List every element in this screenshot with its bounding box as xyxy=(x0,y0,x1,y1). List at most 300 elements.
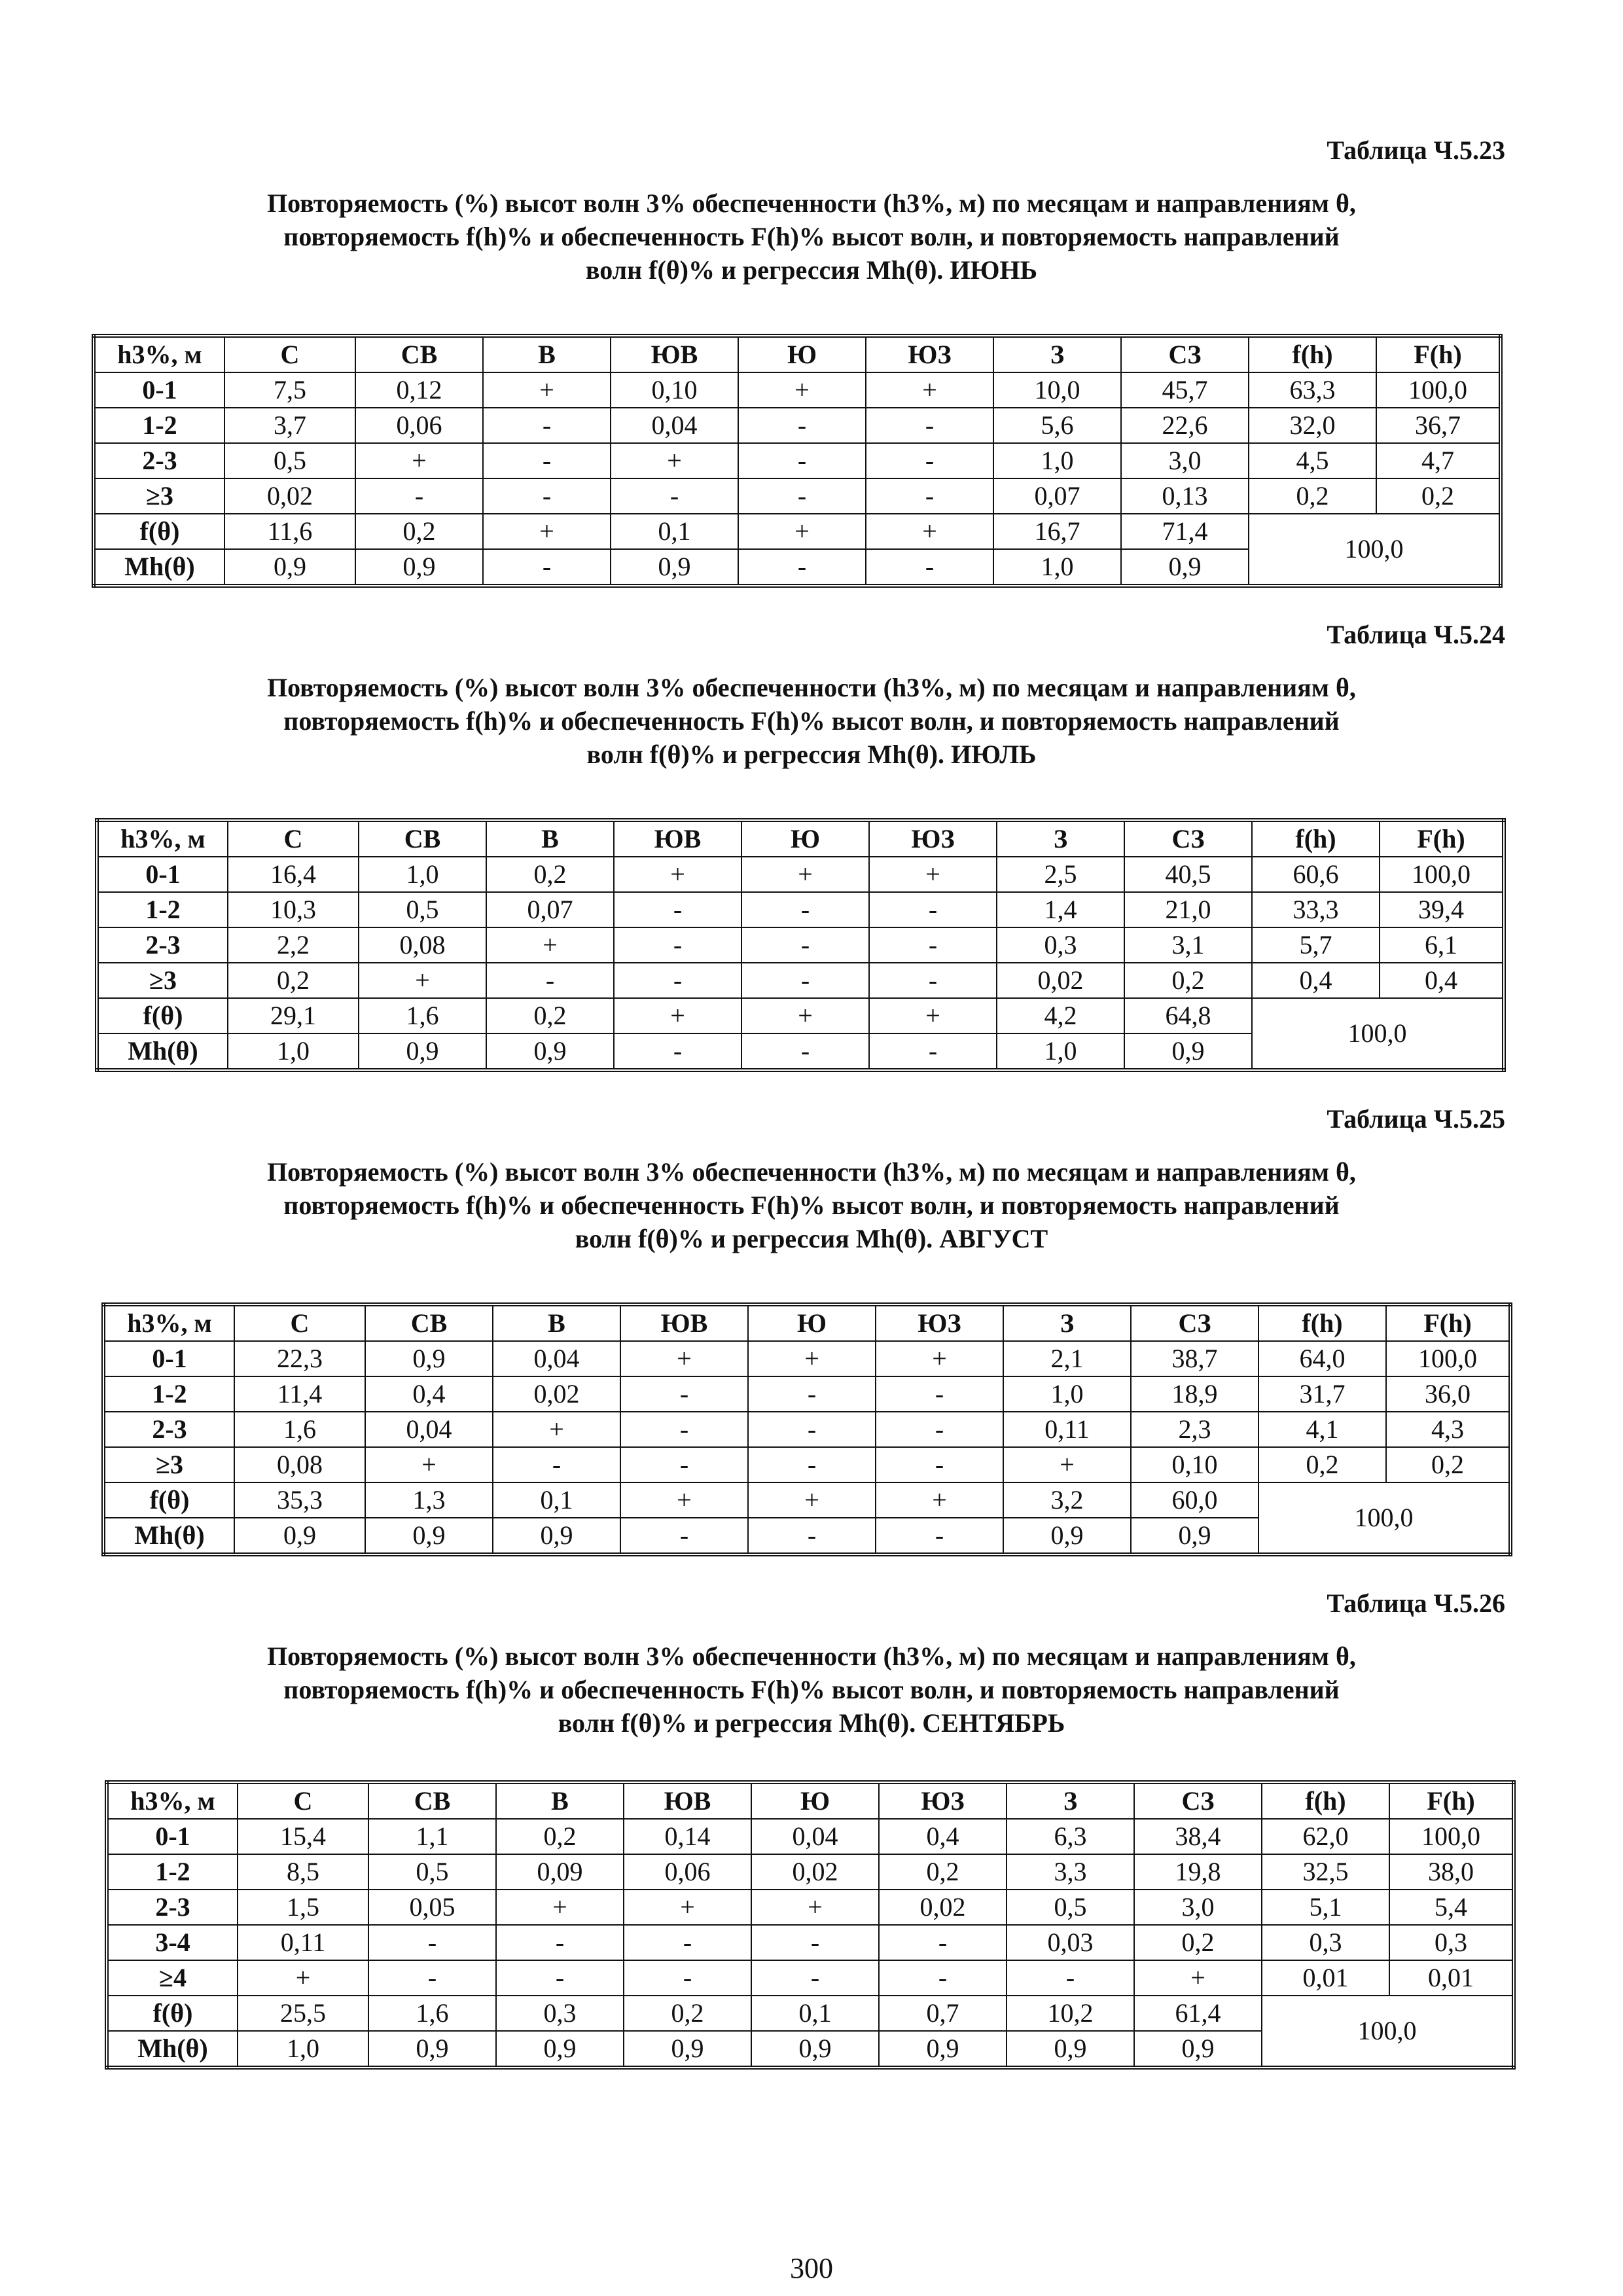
table-cell: 0,5 xyxy=(224,443,355,478)
table-cell: + xyxy=(483,514,611,549)
header-cell: СЗ xyxy=(1131,1304,1258,1341)
table-cell: 4,2 xyxy=(997,998,1124,1033)
table-cell: 10,3 xyxy=(228,892,359,927)
header-cell: Ю xyxy=(738,336,866,372)
header-cell: СВ xyxy=(359,820,486,857)
header-cell: Ю xyxy=(741,820,869,857)
table-cell: 0,2 xyxy=(1386,1447,1510,1482)
table-cell: 0,14 xyxy=(624,1819,751,1854)
table-caption: Таблица Ч.5.23 xyxy=(1327,135,1505,165)
table-cell: 64,0 xyxy=(1258,1341,1386,1376)
table-cell: + xyxy=(738,514,866,549)
table-row xyxy=(103,1376,1510,1412)
header-cell: СВ xyxy=(355,336,483,372)
table-caption: Таблица Ч.5.26 xyxy=(1327,1588,1505,1618)
table-cell: 0,9 xyxy=(1134,2031,1262,2068)
table-cell: 0,9 xyxy=(486,1033,614,1070)
table-cell: - xyxy=(876,1518,1003,1554)
table-cell: - xyxy=(866,549,993,586)
table-cell: - xyxy=(751,1925,879,1960)
table-cell: 0,2 xyxy=(1134,1925,1262,1960)
table-cell: 1,0 xyxy=(359,857,486,892)
table-cell: - xyxy=(614,927,741,963)
title-line: волн f(θ)% и регрессия Mh(θ). АВГУСТ xyxy=(575,1224,1048,1253)
table-cell: - xyxy=(483,549,611,586)
table-cell: - xyxy=(751,1960,879,1996)
table-cell: 0,9 xyxy=(234,1518,365,1554)
table-cell: + xyxy=(741,998,869,1033)
header-cell: ЮВ xyxy=(611,336,738,372)
table-cell: - xyxy=(748,1376,876,1412)
table-row xyxy=(97,927,1504,963)
row-header-cell: 3-4 xyxy=(107,1925,238,1960)
table-cell: 0,12 xyxy=(355,372,483,408)
table-cell: + xyxy=(751,1890,879,1925)
table-cell: 0,9 xyxy=(493,1518,620,1554)
table-cell: - xyxy=(879,1925,1007,1960)
table-title xyxy=(124,1155,1499,1255)
table-cell: 1,0 xyxy=(238,2031,368,2068)
table-cell: - xyxy=(738,478,866,514)
table-cell: 0,07 xyxy=(993,478,1121,514)
title-line: Повторяемость (%) высот волн 3% обеспеченности (h3%, м) по месяцам и направлениям θ, xyxy=(267,188,1356,218)
table-cell: 0,9 xyxy=(355,549,483,586)
table-cell: - xyxy=(741,1033,869,1070)
table-cell: 0,2 xyxy=(1124,963,1252,998)
table-cell: 31,7 xyxy=(1258,1376,1386,1412)
title-line: волн f(θ)% и регрессия Mh(θ). ИЮНЬ xyxy=(585,255,1038,285)
table-cell: 11,4 xyxy=(234,1376,365,1412)
table-cell: 0,1 xyxy=(751,1996,879,2031)
row-header-cell: ≥3 xyxy=(103,1447,234,1482)
table-cell: 21,0 xyxy=(1124,892,1252,927)
header-cell: СЗ xyxy=(1134,1782,1262,1819)
header-cell: В xyxy=(486,820,614,857)
total-cell: 100,0 xyxy=(1262,1996,1514,2068)
table-cell: 0,08 xyxy=(234,1447,365,1482)
table-cell: 0,10 xyxy=(1131,1447,1258,1482)
title-line: повторяемость f(h)% и обеспеченность F(h)% высот волн, и повторяемость направлений xyxy=(283,1675,1340,1704)
table-cell: + xyxy=(876,1341,1003,1376)
title-line: Повторяемость (%) высот волн 3% обеспеченности (h3%, м) по месяцам и направлениям θ, xyxy=(267,673,1356,702)
header-cell: ЮЗ xyxy=(866,336,993,372)
table-cell: 0,9 xyxy=(624,2031,751,2068)
table-cell: + xyxy=(866,372,993,408)
table-cell: + xyxy=(614,857,741,892)
table-cell: 29,1 xyxy=(228,998,359,1033)
table-cell: 10,2 xyxy=(1007,1996,1134,2031)
row-header-cell: Mh(θ) xyxy=(103,1518,234,1554)
table-cell: 8,5 xyxy=(238,1854,368,1890)
header-cell: ЮВ xyxy=(620,1304,748,1341)
table-cell: 0,9 xyxy=(359,1033,486,1070)
table-cell: 0,2 xyxy=(496,1819,624,1854)
total-cell: 100,0 xyxy=(1258,1482,1510,1554)
table-cell: 22,6 xyxy=(1121,408,1249,443)
table-row xyxy=(103,1447,1510,1482)
table-cell: 1,5 xyxy=(238,1890,368,1925)
title-line: Повторяемость (%) высот волн 3% обеспеченности (h3%, м) по месяцам и направлениям θ, xyxy=(267,1641,1356,1671)
table-cell: 25,5 xyxy=(238,1996,368,2031)
header-cell: f(h) xyxy=(1249,336,1376,372)
table-cell: 16,4 xyxy=(228,857,359,892)
table-cell: - xyxy=(620,1412,748,1447)
table-cell: + xyxy=(876,1482,1003,1518)
table-cell: 36,0 xyxy=(1386,1376,1510,1412)
table-cell: 0,02 xyxy=(997,963,1124,998)
table-cell: 0,2 xyxy=(228,963,359,998)
table-cell: 0,4 xyxy=(365,1376,493,1412)
table-cell: 2,3 xyxy=(1131,1412,1258,1447)
wave-table xyxy=(101,1302,1512,1556)
table-cell: - xyxy=(741,963,869,998)
table-cell: 1,0 xyxy=(993,443,1121,478)
table-row xyxy=(94,443,1501,478)
table-cell: - xyxy=(876,1412,1003,1447)
table-cell: 1,4 xyxy=(997,892,1124,927)
table-cell: 0,1 xyxy=(611,514,738,549)
title-line: Повторяемость (%) высот волн 3% обеспеченности (h3%, м) по месяцам и направлениям θ, xyxy=(267,1157,1356,1187)
table-cell: 0,9 xyxy=(879,2031,1007,2068)
table-cell: 0,04 xyxy=(365,1412,493,1447)
table-cell: 32,0 xyxy=(1249,408,1376,443)
table-cell: 4,7 xyxy=(1376,443,1501,478)
row-header-cell: 2-3 xyxy=(107,1890,238,1925)
title-line: волн f(θ)% и регрессия Mh(θ). ИЮЛЬ xyxy=(586,740,1037,769)
table-cell: 0,05 xyxy=(368,1890,496,1925)
table-cell: 6,3 xyxy=(1007,1819,1134,1854)
table-cell: 0,09 xyxy=(496,1854,624,1890)
table-cell: 0,11 xyxy=(238,1925,368,1960)
table-cell: 2,5 xyxy=(997,857,1124,892)
table-cell: - xyxy=(614,892,741,927)
table-cell: + xyxy=(614,998,741,1033)
table-cell: 0,9 xyxy=(368,2031,496,2068)
table-cell: 45,7 xyxy=(1121,372,1249,408)
table-cell: - xyxy=(483,443,611,478)
table-cell: 0,9 xyxy=(1124,1033,1252,1070)
table-cell: 38,4 xyxy=(1134,1819,1262,1854)
header-cell: В xyxy=(483,336,611,372)
header-cell: h3%, м xyxy=(97,820,228,857)
table-cell: - xyxy=(741,892,869,927)
table-cell: 11,6 xyxy=(224,514,355,549)
header-cell: h3%, м xyxy=(103,1304,234,1341)
table-cell: - xyxy=(624,1925,751,1960)
table-cell: 1,0 xyxy=(1003,1376,1131,1412)
table-cell: + xyxy=(620,1482,748,1518)
table-cell: 0,13 xyxy=(1121,478,1249,514)
f-theta-row xyxy=(97,998,1504,1033)
table-cell: 0,07 xyxy=(486,892,614,927)
header-cell: ЮВ xyxy=(624,1782,751,1819)
table-cell: 39,4 xyxy=(1380,892,1504,927)
table-row xyxy=(94,372,1501,408)
table-cell: 0,5 xyxy=(1007,1890,1134,1925)
table-cell: + xyxy=(624,1890,751,1925)
table-cell: - xyxy=(493,1447,620,1482)
header-cell: З xyxy=(993,336,1121,372)
table-cell: 1,6 xyxy=(359,998,486,1033)
header-cell: С xyxy=(234,1304,365,1341)
table-cell: - xyxy=(876,1447,1003,1482)
table-cell: + xyxy=(486,927,614,963)
table-caption: Таблица Ч.5.24 xyxy=(1327,620,1505,649)
table-row xyxy=(94,408,1501,443)
row-header-cell: Mh(θ) xyxy=(94,549,224,586)
table-row xyxy=(97,963,1504,998)
table-cell: + xyxy=(748,1341,876,1376)
table-row xyxy=(97,892,1504,927)
table-cell: 15,4 xyxy=(238,1819,368,1854)
table-cell: + xyxy=(748,1482,876,1518)
table-cell: - xyxy=(620,1518,748,1554)
table-cell: 38,0 xyxy=(1389,1854,1514,1890)
f-theta-row xyxy=(107,1996,1514,2031)
table-row xyxy=(103,1341,1510,1376)
table-cell: 5,6 xyxy=(993,408,1121,443)
table-cell: + xyxy=(738,372,866,408)
row-header-cell: 0-1 xyxy=(97,857,228,892)
table-cell: - xyxy=(738,549,866,586)
total-cell: 100,0 xyxy=(1252,998,1504,1070)
table-cell: 3,7 xyxy=(224,408,355,443)
table-header-row xyxy=(97,820,1504,857)
table-cell: 18,9 xyxy=(1131,1376,1258,1412)
header-cell: СЗ xyxy=(1121,336,1249,372)
table-cell: - xyxy=(614,963,741,998)
table-cell: 1,3 xyxy=(365,1482,493,1518)
table-cell: 0,9 xyxy=(1121,549,1249,586)
header-cell: h3%, м xyxy=(94,336,224,372)
page-number: 300 xyxy=(790,2252,833,2284)
table-cell: - xyxy=(876,1376,1003,1412)
table-cell: - xyxy=(869,1033,997,1070)
table-cell: 38,7 xyxy=(1131,1341,1258,1376)
table-cell: 0,2 xyxy=(1249,478,1376,514)
table-cell: - xyxy=(614,1033,741,1070)
row-header-cell: 1-2 xyxy=(103,1376,234,1412)
table-cell: - xyxy=(496,1960,624,1996)
table-title xyxy=(124,187,1499,287)
table-title xyxy=(124,1640,1499,1740)
table-cell: - xyxy=(879,1960,1007,1996)
table-cell: - xyxy=(620,1447,748,1482)
table-row xyxy=(107,1925,1514,1960)
header-cell: СВ xyxy=(365,1304,493,1341)
table-cell: 62,0 xyxy=(1262,1819,1389,1854)
table-cell: 16,7 xyxy=(993,514,1121,549)
row-header-cell: ≥3 xyxy=(94,478,224,514)
table-cell: 10,0 xyxy=(993,372,1121,408)
title-line: волн f(θ)% и регрессия Mh(θ). СЕНТЯБРЬ xyxy=(558,1708,1065,1738)
table-cell: - xyxy=(866,478,993,514)
table-cell: 100,0 xyxy=(1386,1341,1510,1376)
table-cell: 0,5 xyxy=(368,1854,496,1890)
f-theta-row xyxy=(94,514,1501,549)
title-line: повторяемость f(h)% и обеспеченность F(h)% высот волн, и повторяемость направлений xyxy=(283,222,1340,251)
table-cell: 61,4 xyxy=(1134,1996,1262,2031)
table-cell: 1,1 xyxy=(368,1819,496,1854)
table-row xyxy=(97,857,1504,892)
table-cell: 3,2 xyxy=(1003,1482,1131,1518)
table-cell: 0,04 xyxy=(611,408,738,443)
wave-table xyxy=(92,334,1503,588)
table-cell: 0,3 xyxy=(1262,1925,1389,1960)
table-cell: 40,5 xyxy=(1124,857,1252,892)
table-header-row xyxy=(107,1782,1514,1819)
table-cell: - xyxy=(368,1960,496,1996)
table-cell: + xyxy=(611,443,738,478)
table-cell: 0,01 xyxy=(1262,1960,1389,1996)
table-cell: + xyxy=(1003,1447,1131,1482)
table-cell: - xyxy=(483,478,611,514)
row-header-cell: 1-2 xyxy=(97,892,228,927)
table-cell: 0,7 xyxy=(879,1996,1007,2031)
table-row xyxy=(107,1890,1514,1925)
table-cell: + xyxy=(620,1341,748,1376)
table-cell: + xyxy=(483,372,611,408)
table-header-row xyxy=(103,1304,1510,1341)
header-cell: Ю xyxy=(751,1782,879,1819)
row-header-cell: ≥4 xyxy=(107,1960,238,1996)
table-cell: 0,04 xyxy=(493,1341,620,1376)
table-cell: 0,9 xyxy=(751,2031,879,2068)
table-cell: 4,1 xyxy=(1258,1412,1386,1447)
table-cell: 7,5 xyxy=(224,372,355,408)
row-header-cell: f(θ) xyxy=(94,514,224,549)
table-cell: - xyxy=(738,408,866,443)
header-cell: F(h) xyxy=(1389,1782,1514,1819)
table-cell: 0,06 xyxy=(355,408,483,443)
table-cell: - xyxy=(869,892,997,927)
table-row xyxy=(103,1412,1510,1447)
row-header-cell: Mh(θ) xyxy=(97,1033,228,1070)
table-cell: - xyxy=(741,927,869,963)
table-cell: - xyxy=(869,927,997,963)
row-header-cell: ≥3 xyxy=(97,963,228,998)
table-cell: + xyxy=(496,1890,624,1925)
table-cell: + xyxy=(869,998,997,1033)
table-cell: 63,3 xyxy=(1249,372,1376,408)
header-cell: З xyxy=(997,820,1124,857)
table-cell: + xyxy=(493,1412,620,1447)
header-cell: З xyxy=(1003,1304,1131,1341)
table-cell: 3,0 xyxy=(1134,1890,1262,1925)
table-cell: + xyxy=(359,963,486,998)
table-cell: 0,2 xyxy=(1258,1447,1386,1482)
table-cell: + xyxy=(238,1960,368,1996)
table-cell: 0,9 xyxy=(1007,2031,1134,2068)
f-theta-row xyxy=(103,1482,1510,1518)
header-cell: f(h) xyxy=(1258,1304,1386,1341)
table-cell: 33,3 xyxy=(1252,892,1380,927)
table-cell: 0,9 xyxy=(224,549,355,586)
table-cell: 71,4 xyxy=(1121,514,1249,549)
table-cell: - xyxy=(869,963,997,998)
table-cell: + xyxy=(741,857,869,892)
table-cell: 0,5 xyxy=(359,892,486,927)
table-cell: - xyxy=(611,478,738,514)
table-cell: 1,6 xyxy=(234,1412,365,1447)
table-cell: 5,7 xyxy=(1252,927,1380,963)
table-cell: 0,9 xyxy=(365,1518,493,1554)
table-cell: 0,3 xyxy=(496,1996,624,2031)
header-cell: СЗ xyxy=(1124,820,1252,857)
table-cell: 0,08 xyxy=(359,927,486,963)
table-cell: 0,4 xyxy=(879,1819,1007,1854)
table-cell: - xyxy=(624,1960,751,1996)
table-cell: 3,1 xyxy=(1124,927,1252,963)
table-cell: 5,4 xyxy=(1389,1890,1514,1925)
table-cell: 0,11 xyxy=(1003,1412,1131,1447)
table-cell: 0,1 xyxy=(493,1482,620,1518)
table-cell: 2,1 xyxy=(1003,1341,1131,1376)
table-cell: 1,6 xyxy=(368,1996,496,2031)
header-cell: ЮЗ xyxy=(879,1782,1007,1819)
table-cell: 0,10 xyxy=(611,372,738,408)
table-cell: 32,5 xyxy=(1262,1854,1389,1890)
row-header-cell: 0-1 xyxy=(107,1819,238,1854)
row-header-cell: Mh(θ) xyxy=(107,2031,238,2068)
table-cell: 0,2 xyxy=(355,514,483,549)
row-header-cell: 1-2 xyxy=(94,408,224,443)
table-cell: + xyxy=(365,1447,493,1482)
table-cell: 0,02 xyxy=(493,1376,620,1412)
table-cell: - xyxy=(748,1447,876,1482)
header-cell: Ю xyxy=(748,1304,876,1341)
table-cell: 0,06 xyxy=(624,1854,751,1890)
table-cell: - xyxy=(748,1412,876,1447)
table-cell: 22,3 xyxy=(234,1341,365,1376)
header-cell: ЮЗ xyxy=(876,1304,1003,1341)
table-caption: Таблица Ч.5.25 xyxy=(1327,1104,1505,1134)
table-cell: 0,3 xyxy=(1389,1925,1514,1960)
table-cell: 100,0 xyxy=(1380,857,1504,892)
table-cell: 0,02 xyxy=(224,478,355,514)
table-cell: 0,2 xyxy=(486,998,614,1033)
table-cell: 5,1 xyxy=(1262,1890,1389,1925)
header-cell: ЮВ xyxy=(614,820,741,857)
row-header-cell: 2-3 xyxy=(97,927,228,963)
table-cell: 0,2 xyxy=(1376,478,1501,514)
table-cell: 0,9 xyxy=(1131,1518,1258,1554)
table-cell: 19,8 xyxy=(1134,1854,1262,1890)
table-cell: 0,4 xyxy=(1252,963,1380,998)
header-cell: С xyxy=(228,820,359,857)
table-cell: 0,04 xyxy=(751,1819,879,1854)
table-cell: 35,3 xyxy=(234,1482,365,1518)
row-header-cell: 1-2 xyxy=(107,1854,238,1890)
table-cell: 64,8 xyxy=(1124,998,1252,1033)
table-cell: 0,9 xyxy=(496,2031,624,2068)
table-cell: 0,02 xyxy=(879,1890,1007,1925)
header-cell: f(h) xyxy=(1252,820,1380,857)
header-cell: F(h) xyxy=(1386,1304,1510,1341)
header-cell: В xyxy=(496,1782,624,1819)
total-cell: 100,0 xyxy=(1249,514,1501,586)
table-cell: 0,2 xyxy=(486,857,614,892)
table-cell: 0,01 xyxy=(1389,1960,1514,1996)
table-cell: 0,4 xyxy=(1380,963,1504,998)
table-cell: 0,2 xyxy=(879,1854,1007,1890)
table-cell: 60,0 xyxy=(1131,1482,1258,1518)
row-header-cell: f(θ) xyxy=(107,1996,238,2031)
table-cell: + xyxy=(869,857,997,892)
table-cell: 0,9 xyxy=(365,1341,493,1376)
table-cell: - xyxy=(866,408,993,443)
wave-table xyxy=(105,1780,1516,2070)
